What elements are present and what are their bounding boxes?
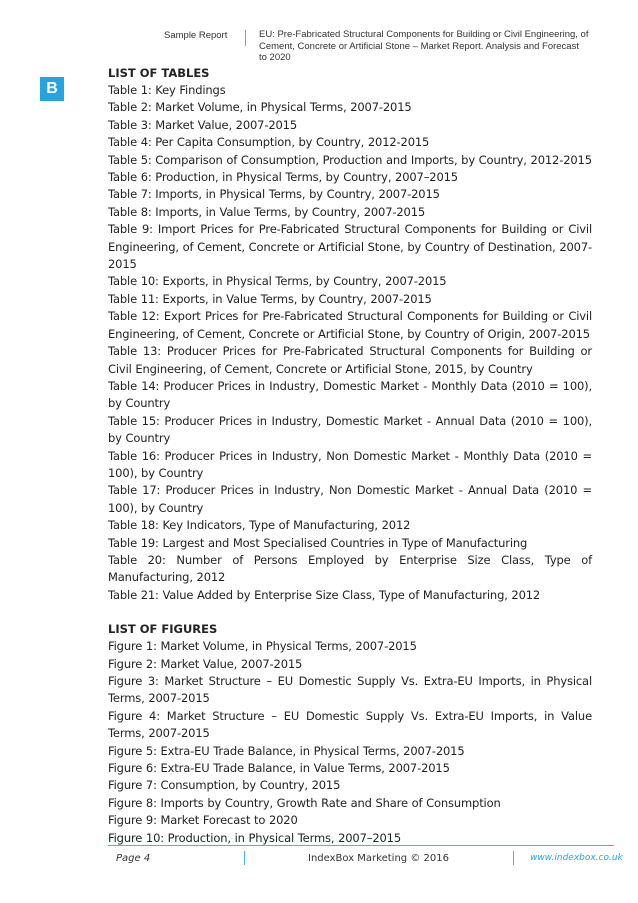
footer-separator <box>244 851 245 865</box>
table-entry: Table 19: Largest and Most Specialised Countries in Type of Manufacturing <box>108 535 528 550</box>
table-entry: Table 11: Exports, in Value Terms, by Country, 2007-2015 <box>108 291 432 306</box>
table-entry: Table 2: Market Volume, in Physical Terms, 2007-2015 <box>108 100 412 115</box>
table-entry: Table 14: Producer Prices in Industry, Domestic Market - Monthly Data (2010 = 100), by Country <box>108 378 592 411</box>
table-entry: Table 20: Number of Persons Employed by Enterprise Size Class, Type of Manufacturing, 2012 <box>108 552 592 585</box>
footer-website-link[interactable]: www.indexbox.co.uk <box>530 853 623 863</box>
figure-entry: Figure 9: Market Forecast to 2020 <box>108 813 298 828</box>
table-entry: Table 17: Producer Prices in Industry, Non Domestic Market - Annual Data (2010 = 100), by Country <box>108 483 592 515</box>
tables-list <box>108 82 592 604</box>
table-entry: Table 8: Imports, in Value Terms, by Country, 2007-2015 <box>108 204 426 219</box>
table-entry: Table 7: Imports, in Physical Terms, by Country, 2007-2015 <box>108 187 440 202</box>
table-entry: Table 4: Per Capita Consumption, by Country, 2012-2015 <box>108 135 430 150</box>
figure-entry: Figure 7: Consumption, by Country, 2015 <box>108 778 341 793</box>
footer-divider <box>108 845 614 846</box>
table-entry: Table 21: Value Added by Enterprise Size Class, Type of Manufacturing, 2012 <box>108 587 541 602</box>
list-of-figures <box>108 620 592 847</box>
header-title: EU: Pre-Fabricated Structural Components for Building or Civil Engineering, of Cement, Concrete or Artificial Stone – Market Report. Analysis and Forecast to 2020 <box>259 29 589 63</box>
figure-entry: Figure 6: Extra-EU Trade Balance, in Value Terms, 2007-2015 <box>108 761 450 776</box>
table-entry: Table 5: Comparison of Consumption, Production and Imports, by Country, 2012-2015 <box>108 152 592 167</box>
table-entry: Table 9: Import Prices for Pre-Fabricated Structural Components for Building or Civil Engineering, of Cement, Concrete or Artificial Stone, by Country of Destination, 2007-2015 <box>108 222 592 272</box>
list-of-tables <box>108 64 592 604</box>
document-body <box>108 64 592 847</box>
table-entry: Table 1: Key Findings <box>108 83 226 97</box>
indexbox-logo-icon: B <box>40 77 64 101</box>
figure-entry: Figure 1: Market Volume, in Physical Terms, 2007-2015 <box>108 639 417 654</box>
table-entry: Table 18: Key Indicators, Type of Manufacturing, 2012 <box>108 518 411 533</box>
page-number: Page 4 <box>116 853 151 864</box>
figure-entry: Figure 10: Production, in Physical Terms, 2007–2015 <box>108 830 402 845</box>
figure-entry: Figure 2: Market Value, 2007-2015 <box>108 656 303 671</box>
page-header <box>0 0 638 62</box>
figure-entry: Figure 4: Market Structure – EU Domestic Supply Vs. Extra-EU Imports, in Value Terms, 2007-2015 <box>108 708 592 741</box>
table-entry: Table 13: Producer Prices for Pre-Fabricated Structural Components for Building or Civil Engineering, of Cement, Concrete or Artificial Stone, 2015, by Country <box>108 344 592 376</box>
table-entry: Table 12: Export Prices for Pre-Fabricated Structural Components for Building or Civil Engineering, of Cement, Concrete or Artificial Stone, by Country of Origin, 2007-2015 <box>108 309 592 341</box>
table-entry: Table 6: Production, in Physical Terms, by Country, 2007–2015 <box>108 170 458 185</box>
footer-separator <box>513 851 514 865</box>
table-entry: Table 16: Producer Prices in Industry, Non Domestic Market - Monthly Data (2010 = 100), by Country <box>108 448 592 480</box>
table-entry: Table 3: Market Value, 2007-2015 <box>108 117 298 132</box>
footer-copyright: IndexBox Marketing © 2016 <box>308 853 449 864</box>
figure-entry: Figure 3: Market Structure – EU Domestic Supply Vs. Extra-EU Imports, in Physical Terms, 2007-2015 <box>108 674 592 706</box>
figures-list <box>108 638 592 847</box>
figure-entry: Figure 8: Imports by Country, Growth Rate and Share of Consumption <box>108 795 501 810</box>
figure-entry: Figure 5: Extra-EU Trade Balance, in Physical Terms, 2007-2015 <box>108 743 465 758</box>
tables-heading: LIST OF TABLES <box>108 66 210 80</box>
figures-heading: LIST OF FIGURES <box>108 622 218 637</box>
header-divider <box>245 30 246 46</box>
header-report-type: Sample Report <box>164 30 228 41</box>
table-entry: Table 15: Producer Prices in Industry, Domestic Market - Annual Data (2010 = 100), by Country <box>108 413 592 446</box>
table-entry: Table 10: Exports, in Physical Terms, by Country, 2007-2015 <box>108 274 447 289</box>
